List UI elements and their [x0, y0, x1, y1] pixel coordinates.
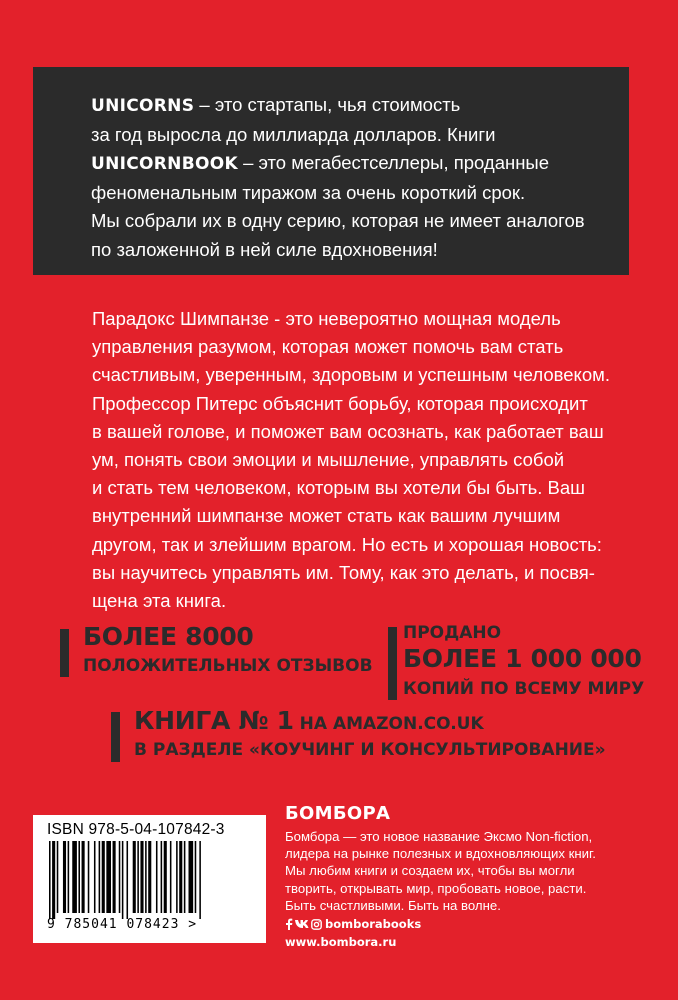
unicorn-line-3: [91, 149, 609, 179]
publisher-line: творить, открывать мир, пробовать новое, расти.: [285, 880, 587, 896]
social-links: [285, 917, 421, 931]
description-line: в вашей голове, и поможет вам осознать, как работает ваш: [92, 420, 604, 442]
publisher-line: лидера на рынке полезных и вдохновляющих книг.: [285, 846, 596, 862]
description-line: счастливым, уверенным, здоровым и успешным человеком.: [92, 364, 610, 386]
isbn-number: ISBN 978-5-04-107842-3: [47, 821, 225, 838]
facebook-icon: [285, 918, 293, 930]
publisher-line: Мы любим книги и создаем их, чтобы вы могли: [285, 863, 575, 879]
sold-count: БОЛЕЕ 1 000 000: [403, 644, 642, 673]
ranking-number: КНИГА № 1: [134, 706, 294, 735]
barcode-icon: [47, 841, 252, 919]
unicornbook-word: UNICORNBOOK: [91, 154, 238, 174]
description-line: вы научитесь управлять им. Тому, как это делать, и посвя-: [92, 561, 595, 583]
reviews-accent-bar: [60, 629, 69, 677]
description-line: Профессор Питерс объяснит борьбу, которая происходит: [92, 392, 588, 414]
reviews-caption: ПОЛОЖИТЕЛЬНЫХ ОТЗЫВОВ: [83, 656, 373, 676]
description-line: другом, так и злейшим врагом. Но есть и хорошая новость:: [92, 533, 602, 555]
sold-label: ПРОДАНО: [403, 623, 502, 643]
unicorn-line-1: [91, 91, 609, 121]
barcode-box: [33, 815, 266, 943]
description-line: внутренний шимпанзе может стать как вашим лучшим: [92, 505, 561, 527]
unicorns-word: UNICORNS: [91, 96, 195, 116]
publisher-name: БОМБОРА: [285, 803, 391, 824]
description-line: управления разумом, которая может помочь вам стать: [92, 336, 564, 358]
sold-accent-bar: [388, 627, 397, 700]
social-handle: bomborabooks: [325, 917, 422, 931]
ranking-accent-bar: [111, 712, 120, 762]
ranking-caption: В РАЗДЕЛЕ «КОУЧИНГ И КОНСУЛЬТИРОВАНИЕ»: [134, 740, 606, 760]
book-description: [92, 305, 652, 615]
ranking-source: НА AMAZON.CO.UK: [293, 714, 484, 734]
publisher-description: [285, 828, 655, 914]
unicorn-line-6: по заложенной в ней силе вдохновения!: [91, 238, 438, 260]
instagram-icon: [311, 919, 322, 930]
unicorn-line-5: Мы собрали их в одну серию, которая не имеет аналогов: [91, 210, 585, 231]
barcode-digits: 9 785041 078423 >: [47, 917, 198, 932]
description-line: и стать тем человеком, которым вы хотели бы быть. Ваш: [92, 477, 586, 499]
description-line: ум, понять свои эмоции и мышление, управлять собой: [92, 449, 565, 471]
unicorn-series-box: [33, 67, 629, 275]
description-line: Парадокс Шимпанзе - это невероятно мощная модель: [92, 308, 561, 329]
unicorn-line-2: за год выросла до миллиарда долларов. Книги: [91, 123, 496, 145]
publisher-website: www.bombora.ru: [285, 935, 397, 949]
publisher-line: Быть счастливыми. Быть на волне.: [285, 897, 501, 913]
unicorn-line-1-rest: – это стартапы, чья стоимость: [194, 94, 461, 115]
description-line: щена эта книга.: [92, 590, 227, 612]
unicorn-line-3-rest: – это мегабестселлеры, проданные: [237, 152, 550, 173]
ranking-title: [134, 706, 484, 735]
sold-caption: КОПИЙ ПО ВСЕМУ МИРУ: [403, 679, 645, 699]
reviews-count: БОЛЕЕ 8000: [83, 622, 254, 651]
unicorn-line-4: феноменальным тиражом за очень короткий срок.: [91, 181, 526, 203]
publisher-line: Бомбора — это новое название Эксмо Non-fiction,: [285, 829, 593, 844]
vk-icon: [295, 919, 309, 929]
